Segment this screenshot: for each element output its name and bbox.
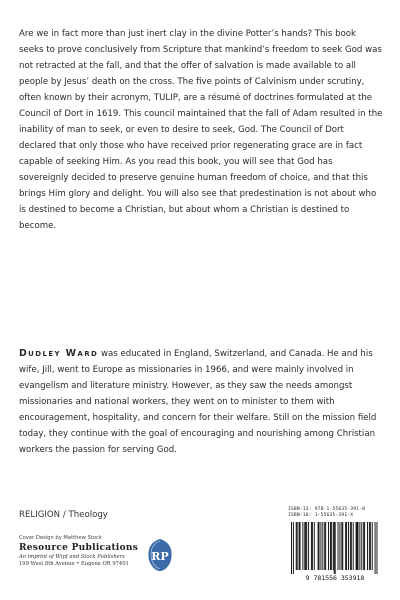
barcode-bar	[296, 522, 297, 570]
barcode-graphic	[285, 520, 385, 582]
isbn-10: ISBN-10: 1-55635-391-X	[288, 513, 354, 518]
barcode-bar	[353, 522, 354, 570]
barcode-bar	[363, 522, 364, 570]
publisher-logo-text: RP	[151, 550, 169, 563]
barcode-bar	[357, 522, 358, 570]
barcode-bar	[364, 522, 365, 570]
barcode-bar	[297, 522, 298, 570]
barcode-bar	[318, 522, 319, 570]
barcode-bar	[375, 522, 376, 574]
barcode-bar	[328, 522, 329, 570]
author-name: Dudley Ward	[19, 348, 99, 359]
barcode-bar	[302, 522, 303, 570]
barcode-bar	[342, 522, 343, 570]
author-bio-text: was educated in England, Switzerland, and Canada. He and his wife, Jill, went to Europe as missionaries in 1966, and were mainly involved in evangelism and literature ministry. However, as they saw the needs amongst missionaries and national workers, they went on to minister to them with encouragement, hospitality, and concern for their welfare. Still on the mission field today, they continue with the goal of encouraging and nourishing among Christian workers the passion for serving God.	[19, 349, 377, 455]
barcode-bar	[351, 522, 352, 570]
barcode-bar	[356, 522, 357, 570]
barcode-bar	[345, 522, 346, 570]
barcode-bar	[372, 522, 373, 570]
barcode-bar	[305, 522, 306, 570]
barcode-digits: 9 781556 353918	[305, 574, 365, 582]
barcode-bar	[322, 522, 323, 570]
barcode-bar	[325, 522, 326, 570]
barcode-bar	[369, 522, 370, 570]
author-bio	[19, 346, 383, 458]
barcode-bar	[348, 522, 349, 570]
barcode-bar	[346, 522, 347, 570]
isbn-block	[288, 507, 384, 519]
publisher-logo-icon	[145, 538, 175, 572]
isbn-13: ISBN-13: 978-1-55635-391-8	[288, 507, 366, 512]
barcode-bar	[361, 522, 362, 570]
barcode-bar	[299, 522, 300, 570]
barcode-bar	[330, 522, 331, 570]
barcode-bar	[358, 522, 359, 570]
barcode-bar	[314, 522, 315, 570]
back-cover-blurb: Are we in fact more than just inert clay in the divine Potter’s hands? This book seeks to prove conclusively from Scripture that mankind’s freedom to seek God was not retracted at the fall, and that the offer of salvation is made available to all people by Jesus’ death on the cross. The five points of Calvinism under scrutiny, often known by their acronym, TULIP, are a résumé of doctrines formulated at the Council of Dort in 1619. This council maintained that the fall of Adam resulted in the inability of man to seek, or even to desire to seek, God. The Council of Dort declared that only those who have received prior regenerating grace are in fact capable of seeking Him. As you read this book, you will see that God has sovereignly decided to preserve genuine human freedom of choice, and that this brings Him glory and delight. You will also see that predestination is not about who is destined to become a Christian, but about whom a Christian is destined to become.	[19, 29, 383, 231]
barcode-bar	[333, 522, 334, 570]
barcode-bar	[308, 522, 309, 570]
barcode-bar	[312, 522, 313, 570]
barcode-bar	[291, 522, 292, 574]
barcode-bar	[331, 522, 332, 570]
publisher-imprint: An imprint of Wipf and Stock Publishers	[19, 554, 125, 560]
barcode-bar	[335, 522, 336, 574]
barcode-bar	[304, 522, 305, 570]
publisher-address: 199 West 8th Avenue • Eugene OR 97401	[19, 561, 129, 567]
category-label: RELIGION / Theology	[19, 510, 108, 520]
barcode-bar	[334, 522, 335, 574]
barcode-bar	[300, 522, 301, 570]
barcode-bar	[350, 522, 351, 570]
barcode-bar	[324, 522, 325, 570]
barcode-bar	[320, 522, 321, 570]
barcode-bar	[338, 522, 339, 570]
barcode-bar	[377, 522, 378, 574]
barcode-bar	[306, 522, 307, 570]
barcode-bar	[370, 522, 371, 570]
barcode-bar	[367, 522, 368, 570]
cover-design-credit: Cover Design by Matthew Stock	[19, 535, 102, 541]
barcode-bar	[311, 522, 312, 570]
barcode-bar	[319, 522, 320, 570]
barcode-bar	[359, 522, 360, 570]
barcode-bar	[293, 522, 294, 574]
barcode	[285, 520, 385, 582]
publisher-name: Resource Publications	[19, 543, 139, 553]
barcode-bar	[339, 522, 340, 570]
barcode-bar	[341, 522, 342, 570]
